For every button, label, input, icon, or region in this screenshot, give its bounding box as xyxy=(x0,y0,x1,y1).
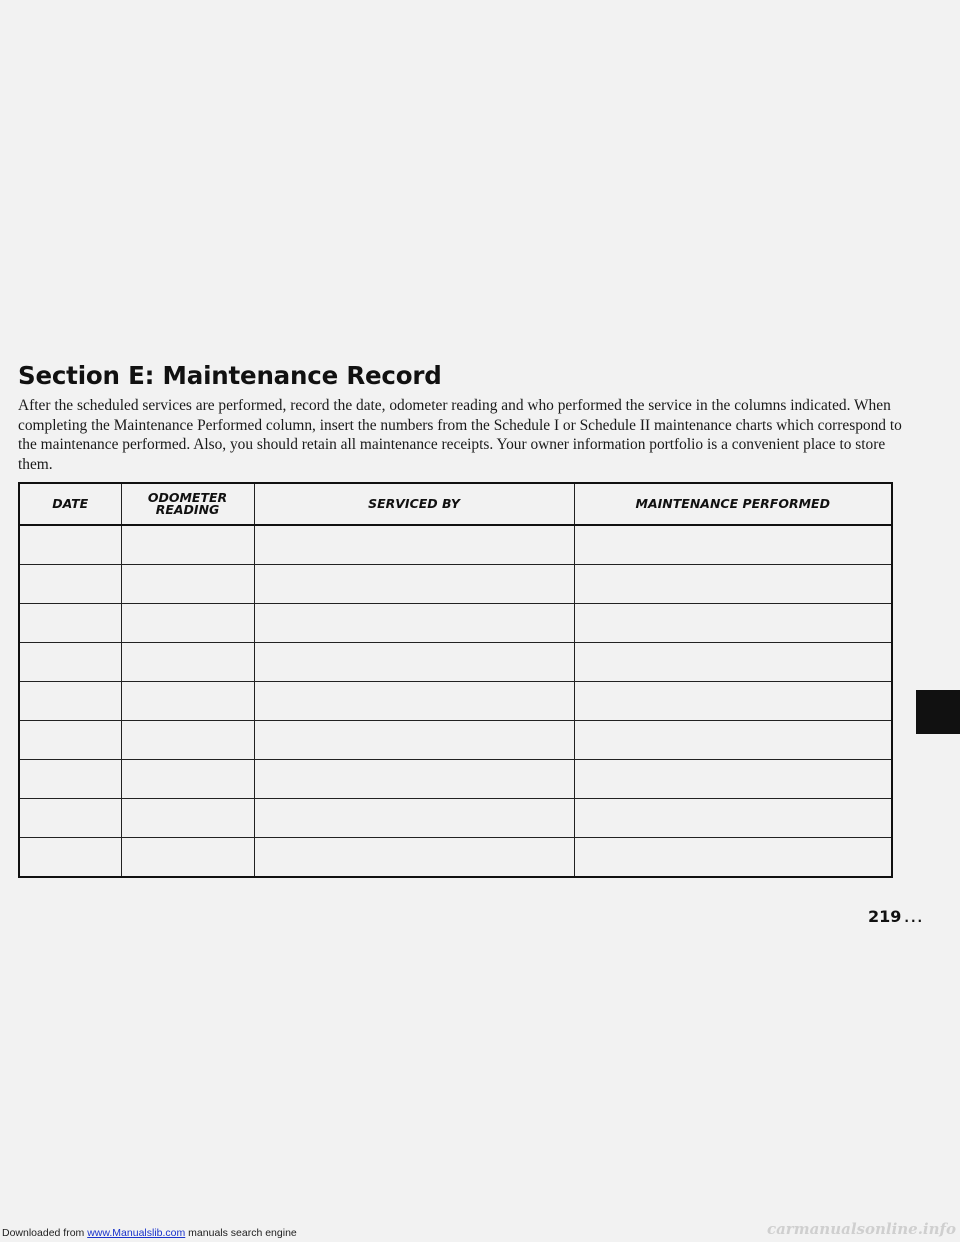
table-row xyxy=(19,565,892,604)
odometer-cell xyxy=(121,565,254,604)
date-cell xyxy=(19,682,121,721)
odometer-cell xyxy=(121,799,254,838)
header-serviced-by: SERVICED BY xyxy=(254,483,574,525)
maintenance-cell xyxy=(574,604,892,643)
section-title: Section E: Maintenance Record xyxy=(18,361,442,390)
site-watermark: carmanualsonline.info xyxy=(766,1220,956,1238)
maintenance-cell xyxy=(574,525,892,565)
header-odometer-reading xyxy=(121,483,254,525)
table-row xyxy=(19,721,892,760)
page-number-value: 219 xyxy=(868,907,902,926)
table-row xyxy=(19,682,892,721)
serviced-by-cell xyxy=(254,604,574,643)
serviced-by-cell xyxy=(254,721,574,760)
serviced-by-cell xyxy=(254,643,574,682)
intro-paragraph: After the scheduled services are performed, record the date, odometer reading and who performed the service in the columns indicated. When completing the Maintenance Performed column, insert the numbers from the Schedule I or Schedule II maintenance charts which correspond to the maintenance performed. Also, you should retain all maintenance receipts. Your owner information portfolio is a convenient place to store them. xyxy=(18,397,902,473)
date-cell xyxy=(19,760,121,799)
serviced-by-cell xyxy=(254,682,574,721)
date-cell xyxy=(19,643,121,682)
maintenance-cell xyxy=(574,721,892,760)
table-row xyxy=(19,525,892,565)
maintenance-cell xyxy=(574,643,892,682)
odometer-cell xyxy=(121,604,254,643)
serviced-by-cell xyxy=(254,799,574,838)
table-body xyxy=(19,525,892,877)
serviced-by-cell xyxy=(254,838,574,878)
serviced-by-cell xyxy=(254,760,574,799)
serviced-by-cell xyxy=(254,565,574,604)
table-row xyxy=(19,760,892,799)
page-number-dots: ... xyxy=(904,911,925,925)
table-row xyxy=(19,799,892,838)
date-cell xyxy=(19,604,121,643)
table-row xyxy=(19,643,892,682)
date-cell xyxy=(19,838,121,878)
date-cell xyxy=(19,799,121,838)
date-cell xyxy=(19,525,121,565)
table-header-row xyxy=(19,483,892,525)
odometer-cell xyxy=(121,838,254,878)
date-cell xyxy=(19,721,121,760)
maintenance-cell xyxy=(574,682,892,721)
odometer-cell xyxy=(121,525,254,565)
table-row xyxy=(19,838,892,878)
date-cell xyxy=(19,565,121,604)
maintenance-cell xyxy=(574,565,892,604)
maintenance-cell xyxy=(574,799,892,838)
footer-suffix: manuals search engine xyxy=(185,1227,297,1239)
odometer-cell xyxy=(121,643,254,682)
header-odometer-line2: READING xyxy=(155,502,220,517)
odometer-cell xyxy=(121,682,254,721)
maintenance-cell xyxy=(574,760,892,799)
odometer-cell xyxy=(121,760,254,799)
odometer-cell xyxy=(121,721,254,760)
header-odometer-line1: ODOMETER xyxy=(147,489,228,505)
header-date: DATE xyxy=(19,483,121,525)
page-number xyxy=(868,907,924,926)
table-row xyxy=(19,604,892,643)
serviced-by-cell xyxy=(254,525,574,565)
maintenance-cell xyxy=(574,838,892,878)
manualslib-link[interactable]: www.Manualslib.com xyxy=(87,1227,186,1239)
section-thumb-tab xyxy=(916,690,960,734)
maintenance-record-table xyxy=(18,482,893,878)
download-footer xyxy=(2,1227,297,1239)
footer-prefix: Downloaded from xyxy=(2,1227,88,1239)
header-maintenance-performed: MAINTENANCE PERFORMED xyxy=(574,483,892,525)
